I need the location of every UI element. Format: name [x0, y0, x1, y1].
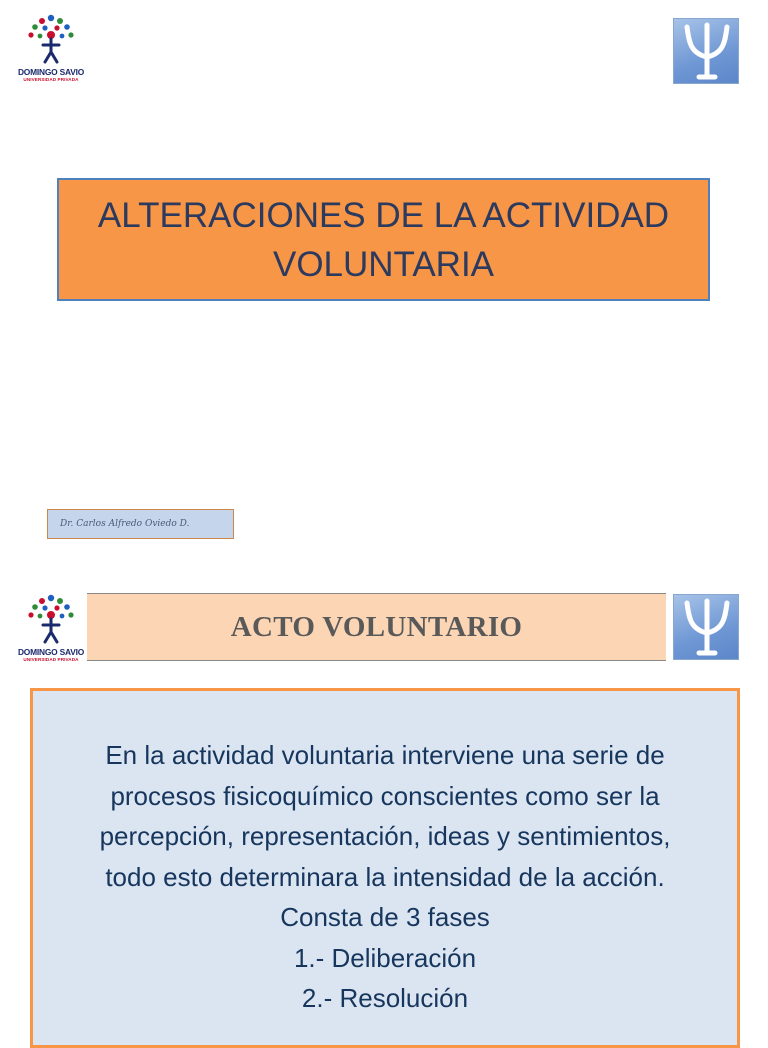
body-line: 2.- Resolución	[301, 983, 469, 1013]
body-line: procesos fisicoquímico conscientes como ser la	[110, 780, 660, 811]
logo-name: DOMINGO SAVIO	[17, 647, 85, 657]
section-header	[87, 593, 666, 661]
body-line: Consta de 3 fases	[280, 902, 490, 932]
author-box	[47, 509, 234, 539]
logo-name: DOMINGO SAVIO	[17, 67, 85, 77]
author-name: Dr. Carlos Alfredo Oviedo D.	[60, 519, 190, 529]
section-title: ACTO VOLUNTARIO	[230, 610, 523, 643]
psi-symbol-icon	[673, 594, 739, 660]
title-line-2: VOLUNTARIA	[272, 244, 495, 284]
body-line: 1.- Deliberación	[293, 942, 477, 973]
title-line-1: ALTERACIONES DE LA ACTIVIDAD	[97, 195, 670, 235]
logo-subtitle: UNIVERSIDAD PRIVADA	[23, 77, 79, 82]
body-line: todo esto determinara la intensidad de la acción.	[105, 861, 665, 892]
content-box	[30, 688, 740, 1048]
university-logo-icon	[14, 12, 88, 88]
body-line: En la actividad voluntaria interviene una serie de	[105, 740, 665, 770]
psi-symbol-icon	[673, 18, 739, 84]
body-text	[33, 735, 737, 1019]
page-title	[98, 191, 669, 289]
university-logo-icon	[14, 592, 88, 668]
logo-subtitle: UNIVERSIDAD PRIVADA	[23, 657, 79, 662]
body-line: percepción, representación, ideas y sentimientos,	[99, 821, 671, 851]
title-box	[57, 178, 710, 301]
